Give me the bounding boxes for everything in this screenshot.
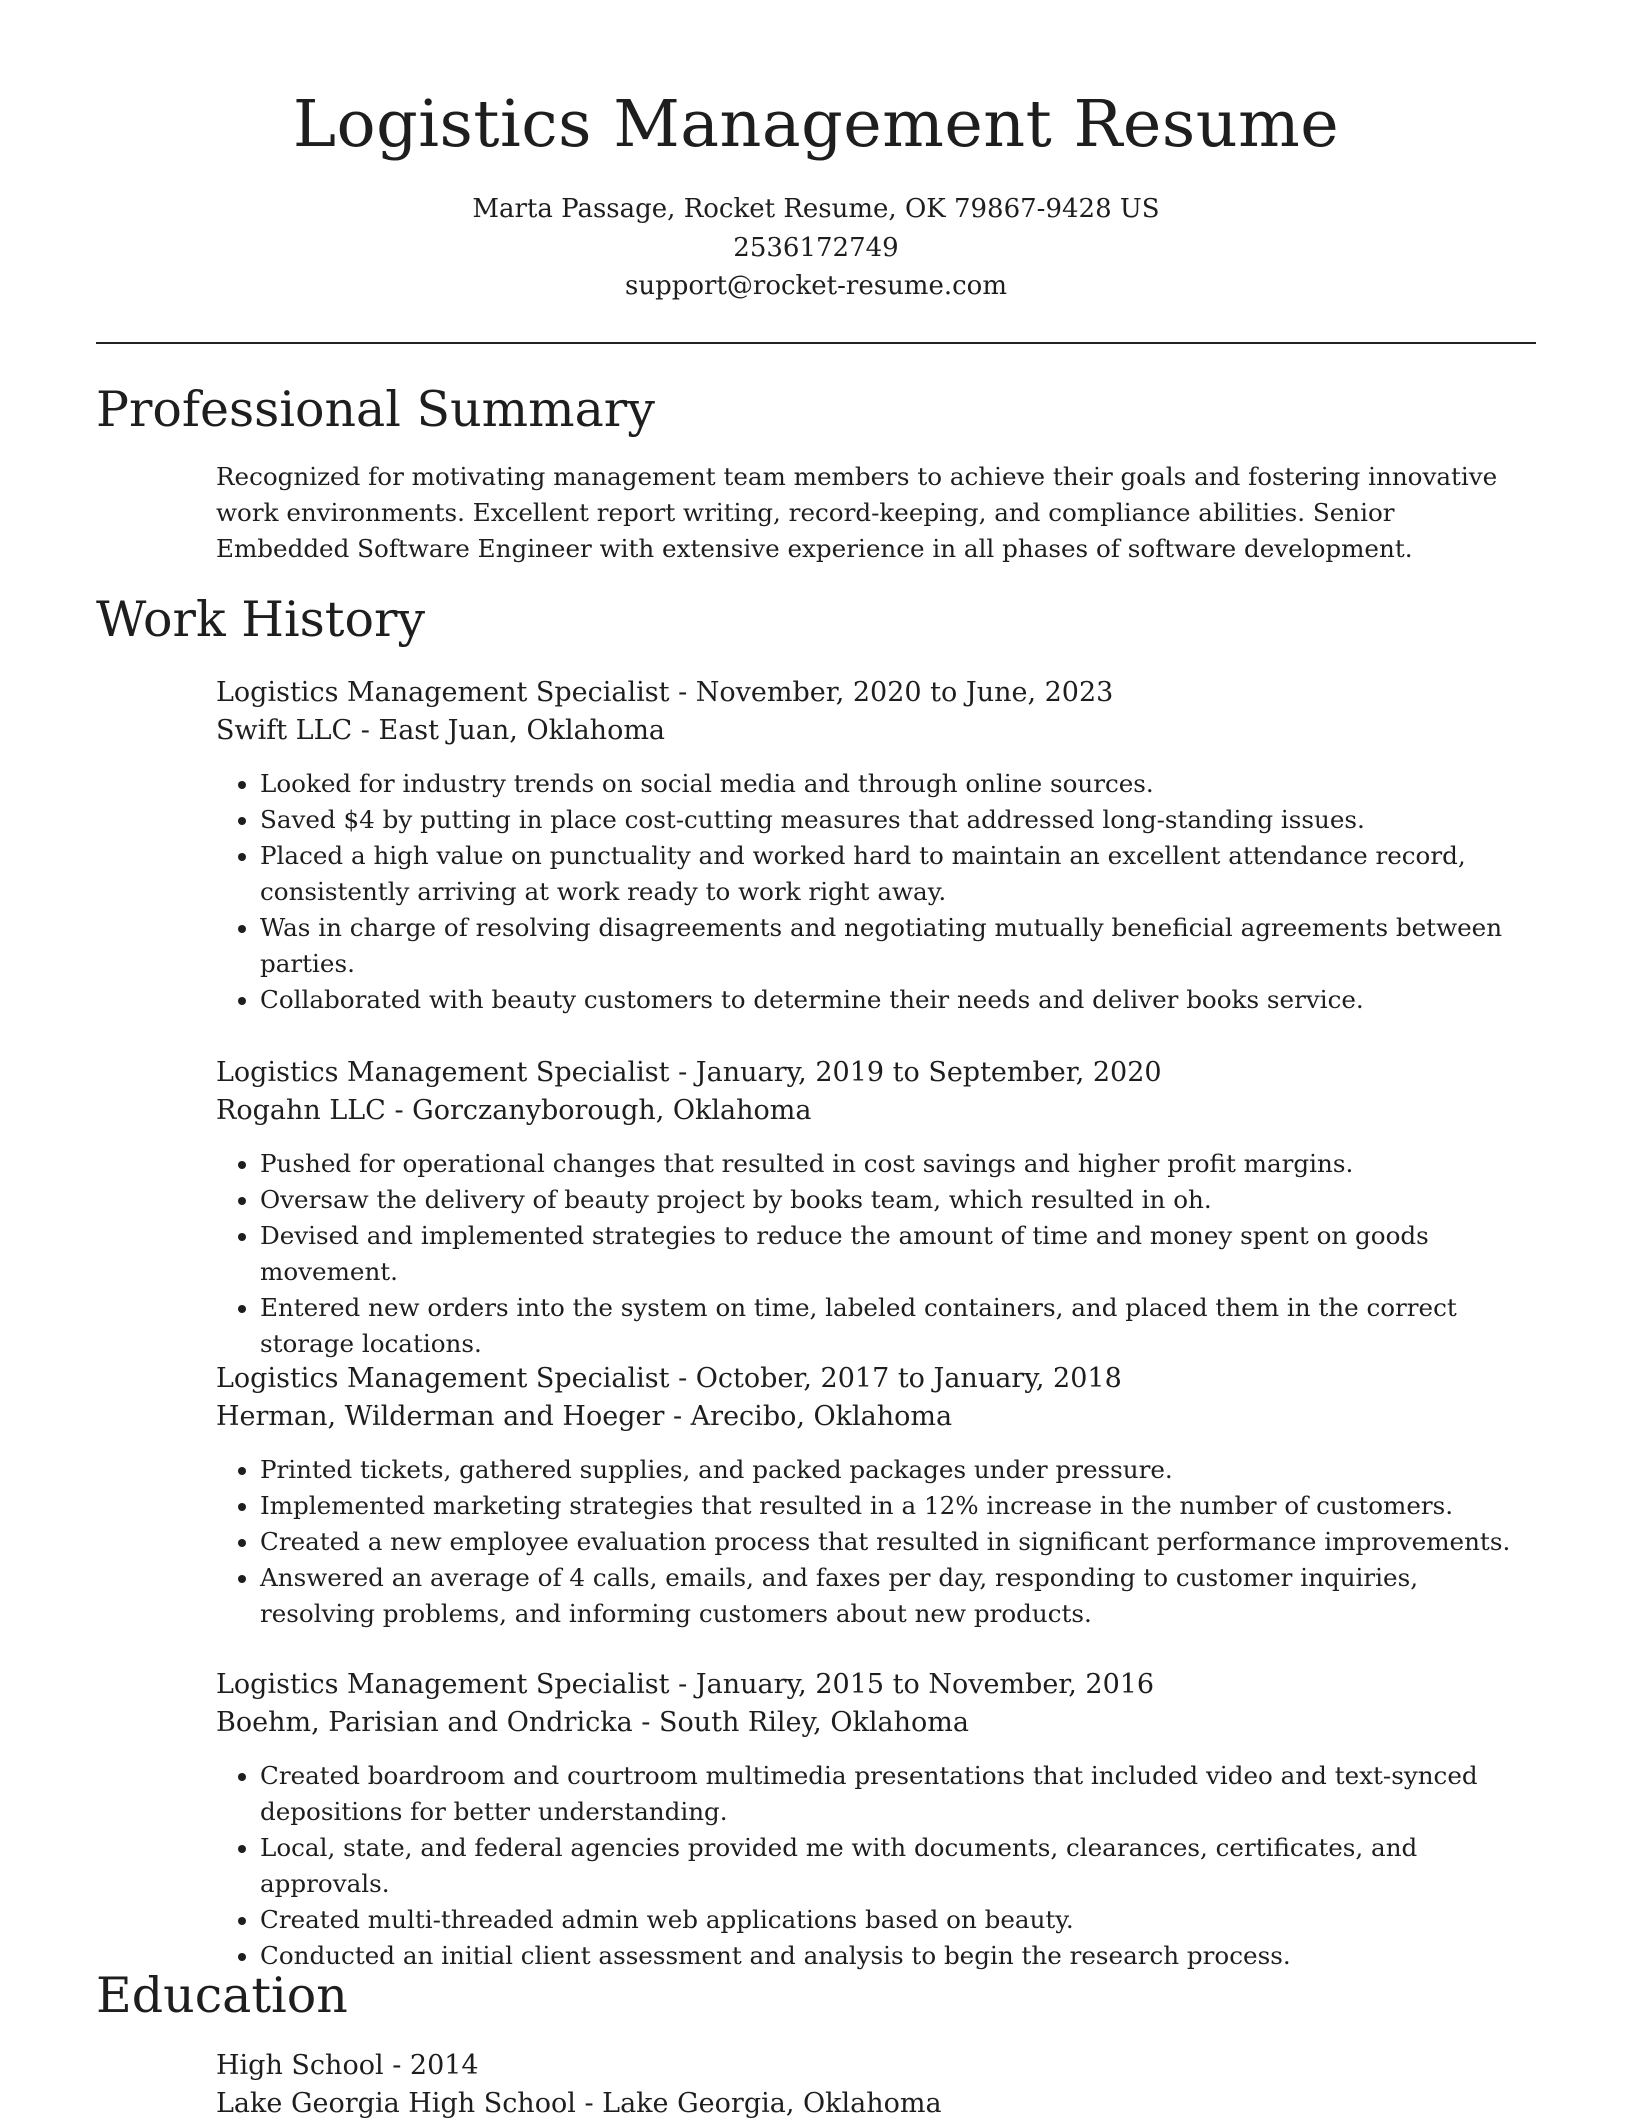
job-company-line	[216, 1398, 1516, 1436]
job-bullet-list	[216, 1452, 1516, 1632]
job-entry	[216, 1666, 1516, 1974]
job-entry	[216, 674, 1516, 1018]
education-location: - Lake Georgia, Oklahoma	[584, 2088, 942, 2119]
section-heading-summary: Professional Summary	[96, 381, 655, 438]
job-company: Swift LLC	[216, 715, 353, 746]
job-bullet: • Implemented marketing strategies that resulted in a 12% increase in the number of customers.	[260, 1488, 1516, 1524]
job-bullet-list	[216, 1758, 1516, 1974]
job-entry	[216, 1360, 1516, 1632]
job-bullet: • Was in charge of resolving disagreements and negotiating mutually beneficial agreements between parties.	[260, 910, 1516, 982]
job-bullet-list	[216, 766, 1516, 1018]
job-bullet: • Local, state, and federal agencies provided me with documents, clearances, certificates, and approvals.	[260, 1830, 1516, 1902]
job-role: Logistics Management Specialist	[216, 1669, 670, 1700]
job-entry	[216, 1054, 1516, 1362]
job-bullet: • Oversaw the delivery of beauty project by books team, which resulted in oh.	[260, 1182, 1516, 1218]
job-title-line	[216, 1054, 1516, 1092]
job-company: Rogahn LLC	[216, 1095, 386, 1126]
section-heading-education: Education	[96, 1967, 348, 2024]
job-bullet: • Printed tickets, gathered supplies, and packed packages under pressure.	[260, 1452, 1516, 1488]
summary-block	[216, 459, 1516, 567]
job-company-line	[216, 1704, 1516, 1742]
education-degree: High School	[216, 2050, 384, 2081]
job-bullet: • Answered an average of 4 calls, emails, and faxes per day, responding to customer inquiries, resolving problems, and informing customers about new products.	[260, 1560, 1516, 1632]
job-location: - South Riley, Oklahoma	[641, 1707, 969, 1738]
education-year: - 2014	[392, 2050, 479, 2081]
job-location: - East Juan, Oklahoma	[360, 715, 666, 746]
job-bullet: • Created a new employee evaluation process that resulted in significant performance improvements.	[260, 1524, 1516, 1560]
job-dates: - November, 2020 to June, 2023	[678, 677, 1114, 708]
job-company-line	[216, 712, 1516, 750]
job-title-line	[216, 1666, 1516, 1704]
contact-address: Marta Passage, Rocket Resume, OK 79867-9428 US	[472, 194, 1160, 224]
education-school: Lake Georgia High School	[216, 2088, 576, 2119]
contact-block	[0, 190, 1632, 306]
job-role: Logistics Management Specialist	[216, 1363, 670, 1394]
job-bullet-list	[216, 1146, 1516, 1362]
job-dates: - January, 2019 to September, 2020	[678, 1057, 1162, 1088]
job-location: - Gorczanyborough, Oklahoma	[394, 1095, 812, 1126]
job-bullet: • Created boardroom and courtroom multimedia presentations that included video and text-synced depositions for better understanding.	[260, 1758, 1516, 1830]
job-bullet: • Collaborated with beauty customers to determine their needs and deliver books service.	[260, 982, 1516, 1018]
job-company: Boehm, Parisian and Ondricka	[216, 1707, 633, 1738]
job-role: Logistics Management Specialist	[216, 1057, 670, 1088]
contact-email: support@rocket-resume.com	[624, 271, 1007, 301]
job-bullet: • Created multi-threaded admin web applications based on beauty.	[260, 1902, 1516, 1938]
job-bullet: • Placed a high value on punctuality and worked hard to maintain an excellent attendance record, consistently arriving at work ready to work right away.	[260, 838, 1516, 910]
summary-text: Recognized for motivating management team members to achieve their goals and fostering innovative work environments. Excellent report writing, record-keeping, and compliance abilities. Senior Embedded Software Engineer with extensive experience in all phases of software development.	[216, 462, 1498, 563]
job-title-line	[216, 674, 1516, 712]
resume-title: Logistics Management Resume	[292, 87, 1340, 162]
job-title-line	[216, 1360, 1516, 1398]
header-divider	[96, 342, 1536, 344]
job-bullet: • Conducted an initial client assessment and analysis to begin the research process.	[260, 1938, 1516, 1974]
job-company-line	[216, 1092, 1516, 1130]
job-bullet: • Entered new orders into the system on time, labeled containers, and placed them in the correct storage locations.	[260, 1290, 1516, 1362]
job-role: Logistics Management Specialist	[216, 677, 670, 708]
section-heading-work-history: Work History	[96, 591, 426, 648]
job-bullet: • Saved $4 by putting in place cost-cutting measures that addressed long-standing issues.	[260, 802, 1516, 838]
job-company: Herman, Wilderman and Hoeger	[216, 1401, 665, 1432]
job-location: - Arecibo, Oklahoma	[672, 1401, 953, 1432]
job-dates: - October, 2017 to January, 2018	[678, 1363, 1122, 1394]
education-school-line	[216, 2085, 1516, 2123]
job-bullet: • Pushed for operational changes that resulted in cost savings and higher profit margins.	[260, 1146, 1516, 1182]
job-dates: - January, 2015 to November, 2016	[678, 1669, 1155, 1700]
job-bullet: • Devised and implemented strategies to reduce the amount of time and money spent on goods movement.	[260, 1218, 1516, 1290]
resume-header	[0, 0, 1632, 306]
education-degree-line	[216, 2047, 1516, 2085]
contact-phone: 2536172749	[733, 232, 899, 263]
job-bullet: • Looked for industry trends on social media and through online sources.	[260, 766, 1516, 802]
